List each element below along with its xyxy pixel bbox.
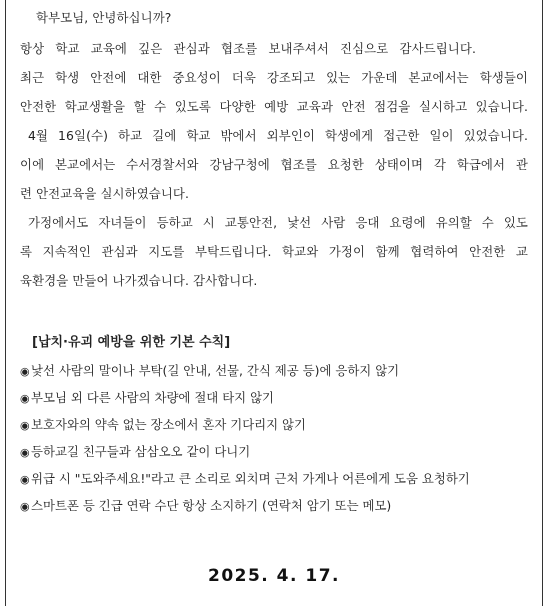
bullet-icon: ◉ — [20, 365, 30, 378]
rule-item — [20, 497, 391, 516]
letter-frame — [5, 0, 543, 606]
paragraph-line: 록 지속적인 관심과 지도를 부탁드립니다. 학교와 가정이 함께 협력하여 안전한 교 — [20, 244, 528, 259]
bullet-icon: ◉ — [20, 446, 30, 459]
rule-text: 등하교길 친구들과 삼삼오오 같이 다니기 — [31, 444, 251, 459]
greeting: 학부모님, 안녕하십니까? — [36, 10, 172, 25]
rule-text: 부모님 외 다른 사람의 차량에 절대 타지 않기 — [31, 390, 275, 405]
paragraph-line: 이에 본교에서는 수서경찰서와 강남구청에 협조를 요청한 상태이며 각 학급에서 관 — [20, 157, 528, 172]
paragraph-line: 련 안전교육을 실시하였습니다. — [20, 186, 190, 201]
paragraph-line: 최근 학생 안전에 대한 중요성이 더욱 강조되고 있는 가운데 본교에서는 학생들이 — [20, 70, 528, 85]
rule-text: 낯선 사람의 말이나 부탁(길 안내, 선물, 간식 제공 등)에 응하지 않기 — [31, 363, 400, 378]
paragraph-line: 4월 16일(수) 하교 길에 학교 밖에서 외부인이 학생에게 접근한 일이 있었습니다. — [28, 128, 528, 143]
bullet-icon: ◉ — [20, 473, 30, 486]
paragraph-line: 안전한 학교생활을 할 수 있도록 다양한 예방 교육과 안전 점검을 실시하고 있습니다. — [20, 99, 528, 114]
rule-item — [20, 416, 306, 435]
rule-item — [20, 470, 470, 489]
bullet-icon: ◉ — [20, 419, 30, 432]
rule-item — [20, 389, 274, 408]
rule-text: 스마트폰 등 긴급 연락 수단 항상 소지하기 (연락처 암기 또는 메모) — [31, 498, 392, 513]
bullet-icon: ◉ — [20, 500, 30, 513]
rule-text: 위급 시 "도와주세요!"라고 큰 소리로 외치며 근처 가게나 어른에게 도움 요청하기 — [31, 471, 470, 486]
paragraph-line: 가정에서도 자녀들이 등하교 시 교통안전, 낯선 사람 응대 요령에 유의할 수 있도 — [28, 215, 528, 230]
paragraph-line: 육환경을 만들어 나가겠습니다. 감사합니다. — [20, 273, 258, 288]
bullet-icon: ◉ — [20, 392, 30, 405]
rule-text: 보호자와의 약속 없는 장소에서 혼자 기다리지 않기 — [31, 417, 306, 432]
rules-title: [납치·유괴 예방을 위한 기본 수칙] — [32, 335, 231, 350]
letter-date: 2025. 4. 17. — [207, 566, 340, 586]
rule-item — [20, 362, 399, 381]
rule-item — [20, 443, 250, 462]
paragraph-line: 항상 학교 교육에 깊은 관심과 협조를 보내주셔서 진심으로 감사드립니다. — [20, 41, 476, 56]
